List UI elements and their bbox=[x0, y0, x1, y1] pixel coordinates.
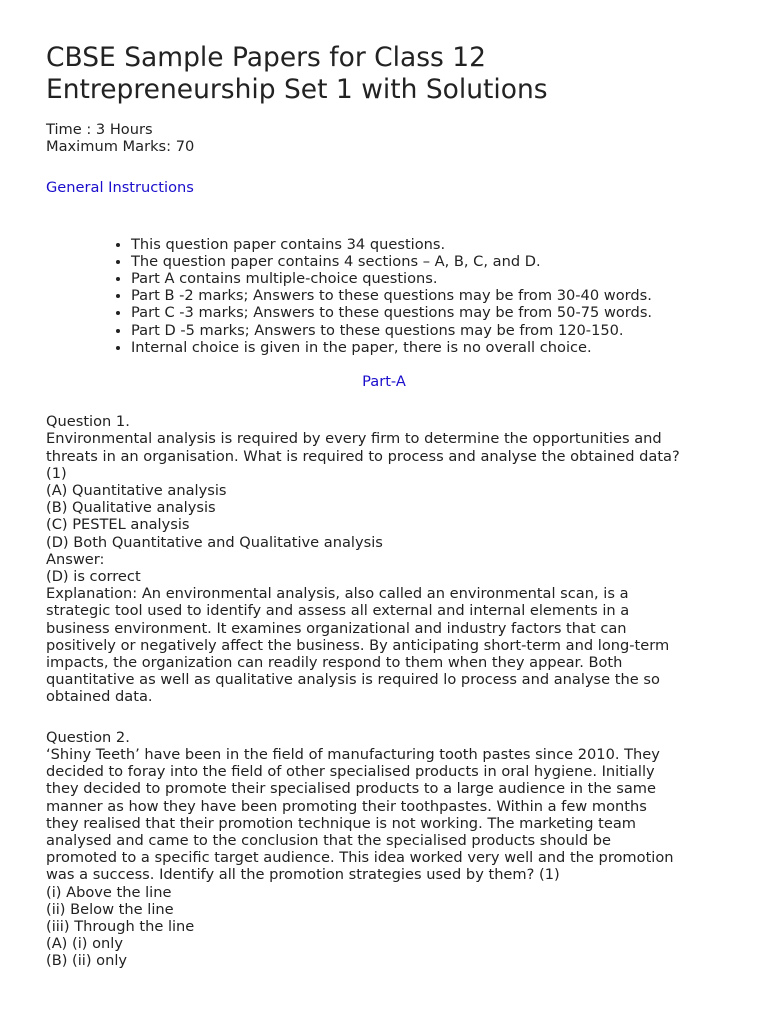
title-line-2: Entrepreneurship Set 1 with Solutions bbox=[46, 74, 548, 105]
answer-label: Answer: bbox=[46, 550, 105, 568]
explanation-line: obtained data. bbox=[46, 688, 153, 706]
question-heading: Question 1. bbox=[46, 413, 130, 431]
question-text-line: ‘Shiny Teeth’ have been in the field of manufacturing tooth pastes since 2010. They bbox=[46, 745, 660, 763]
explanation-line: impacts, the organization can readily respond to them when they appear. Both bbox=[46, 654, 623, 672]
list-item: • Part D -5 marks; Answers to these questions may be from 120-150. bbox=[131, 322, 722, 339]
option-item: (A) (i) only bbox=[46, 935, 123, 953]
title-line-1: CBSE Sample Papers for Class 12 bbox=[46, 42, 486, 73]
list-item: • Part B -2 marks; Answers to these questions may be from 30-40 words. bbox=[131, 287, 722, 304]
explanation-line: positively or negatively affect the business. By anticipating short-term and long-term bbox=[46, 636, 670, 654]
option-b: (B) Qualitative analysis bbox=[46, 499, 216, 517]
list-item: • The question paper contains 4 sections – A, B, C, and D. bbox=[131, 253, 722, 270]
part-a-heading[interactable]: Part-A bbox=[362, 373, 406, 391]
list-item: • This question paper contains 34 questions. bbox=[131, 236, 722, 253]
list-item: • Internal choice is given in the paper, there is no overall choice. bbox=[131, 339, 722, 356]
exam-meta bbox=[46, 121, 722, 155]
option-item: (iii) Through the line bbox=[46, 917, 195, 935]
option-a: (A) Quantitative analysis bbox=[46, 482, 227, 500]
answer-text: (D) is correct bbox=[46, 568, 141, 586]
question-text-line: threats in an organisation. What is required to process and analyse the obtained data? bbox=[46, 447, 680, 465]
time-text: Time : 3 Hours bbox=[46, 121, 153, 138]
max-marks-text: Maximum Marks: 70 bbox=[46, 138, 195, 156]
question-1 bbox=[46, 413, 722, 705]
option-d: (D) Both Quantitative and Qualitative analysis bbox=[46, 533, 383, 551]
general-instructions-link[interactable]: General Instructions bbox=[46, 179, 194, 197]
page-title bbox=[46, 0, 722, 106]
question-text-line: analysed and came to the conclusion that the specialised products should be bbox=[46, 831, 612, 849]
question-text-line: promoted to a specific target audience. This idea worked very well and the promotion bbox=[46, 849, 674, 867]
option-item: (ii) Below the line bbox=[46, 900, 174, 918]
list-item: • Part C -3 marks; Answers to these questions may be from 50-75 words. bbox=[131, 304, 722, 321]
explanation-line: Explanation: An environmental analysis, also called an environmental scan, is a bbox=[46, 585, 629, 603]
explanation-line: business environment. It examines organizational and industry factors that can bbox=[46, 619, 627, 637]
explanation-line: strategic tool used to identify and assess all external and internal elements in a bbox=[46, 602, 630, 620]
option-item: (B) (ii) only bbox=[46, 952, 128, 970]
question-text-line: Environmental analysis is required by every firm to determine the opportunities and bbox=[46, 430, 662, 448]
question-text-line: they decided to promote their specialised products to a large audience in the same bbox=[46, 780, 656, 798]
question-text-line: manner as how they have been promoting their toothpastes. Within a few months bbox=[46, 797, 647, 815]
question-text-line: was a success. Identify all the promotion strategies used by them? (1) bbox=[46, 866, 560, 884]
question-2 bbox=[46, 729, 722, 970]
question-text-line: decided to foray into the field of other specialised products in oral hygiene. Initially bbox=[46, 763, 655, 781]
instructions-list bbox=[46, 236, 722, 356]
option-item: (i) Above the line bbox=[46, 883, 172, 901]
question-text-line: they realised that their promotion technique is not working. The marketing team bbox=[46, 814, 636, 832]
question-heading: Question 2. bbox=[46, 728, 130, 746]
option-c: (C) PESTEL analysis bbox=[46, 516, 190, 534]
question-text-line: (1) bbox=[46, 464, 67, 482]
list-item: • Part A contains multiple-choice questions. bbox=[131, 270, 722, 287]
explanation-line: quantitative as well as qualitative analysis is required lo process and analyse the so bbox=[46, 671, 660, 689]
